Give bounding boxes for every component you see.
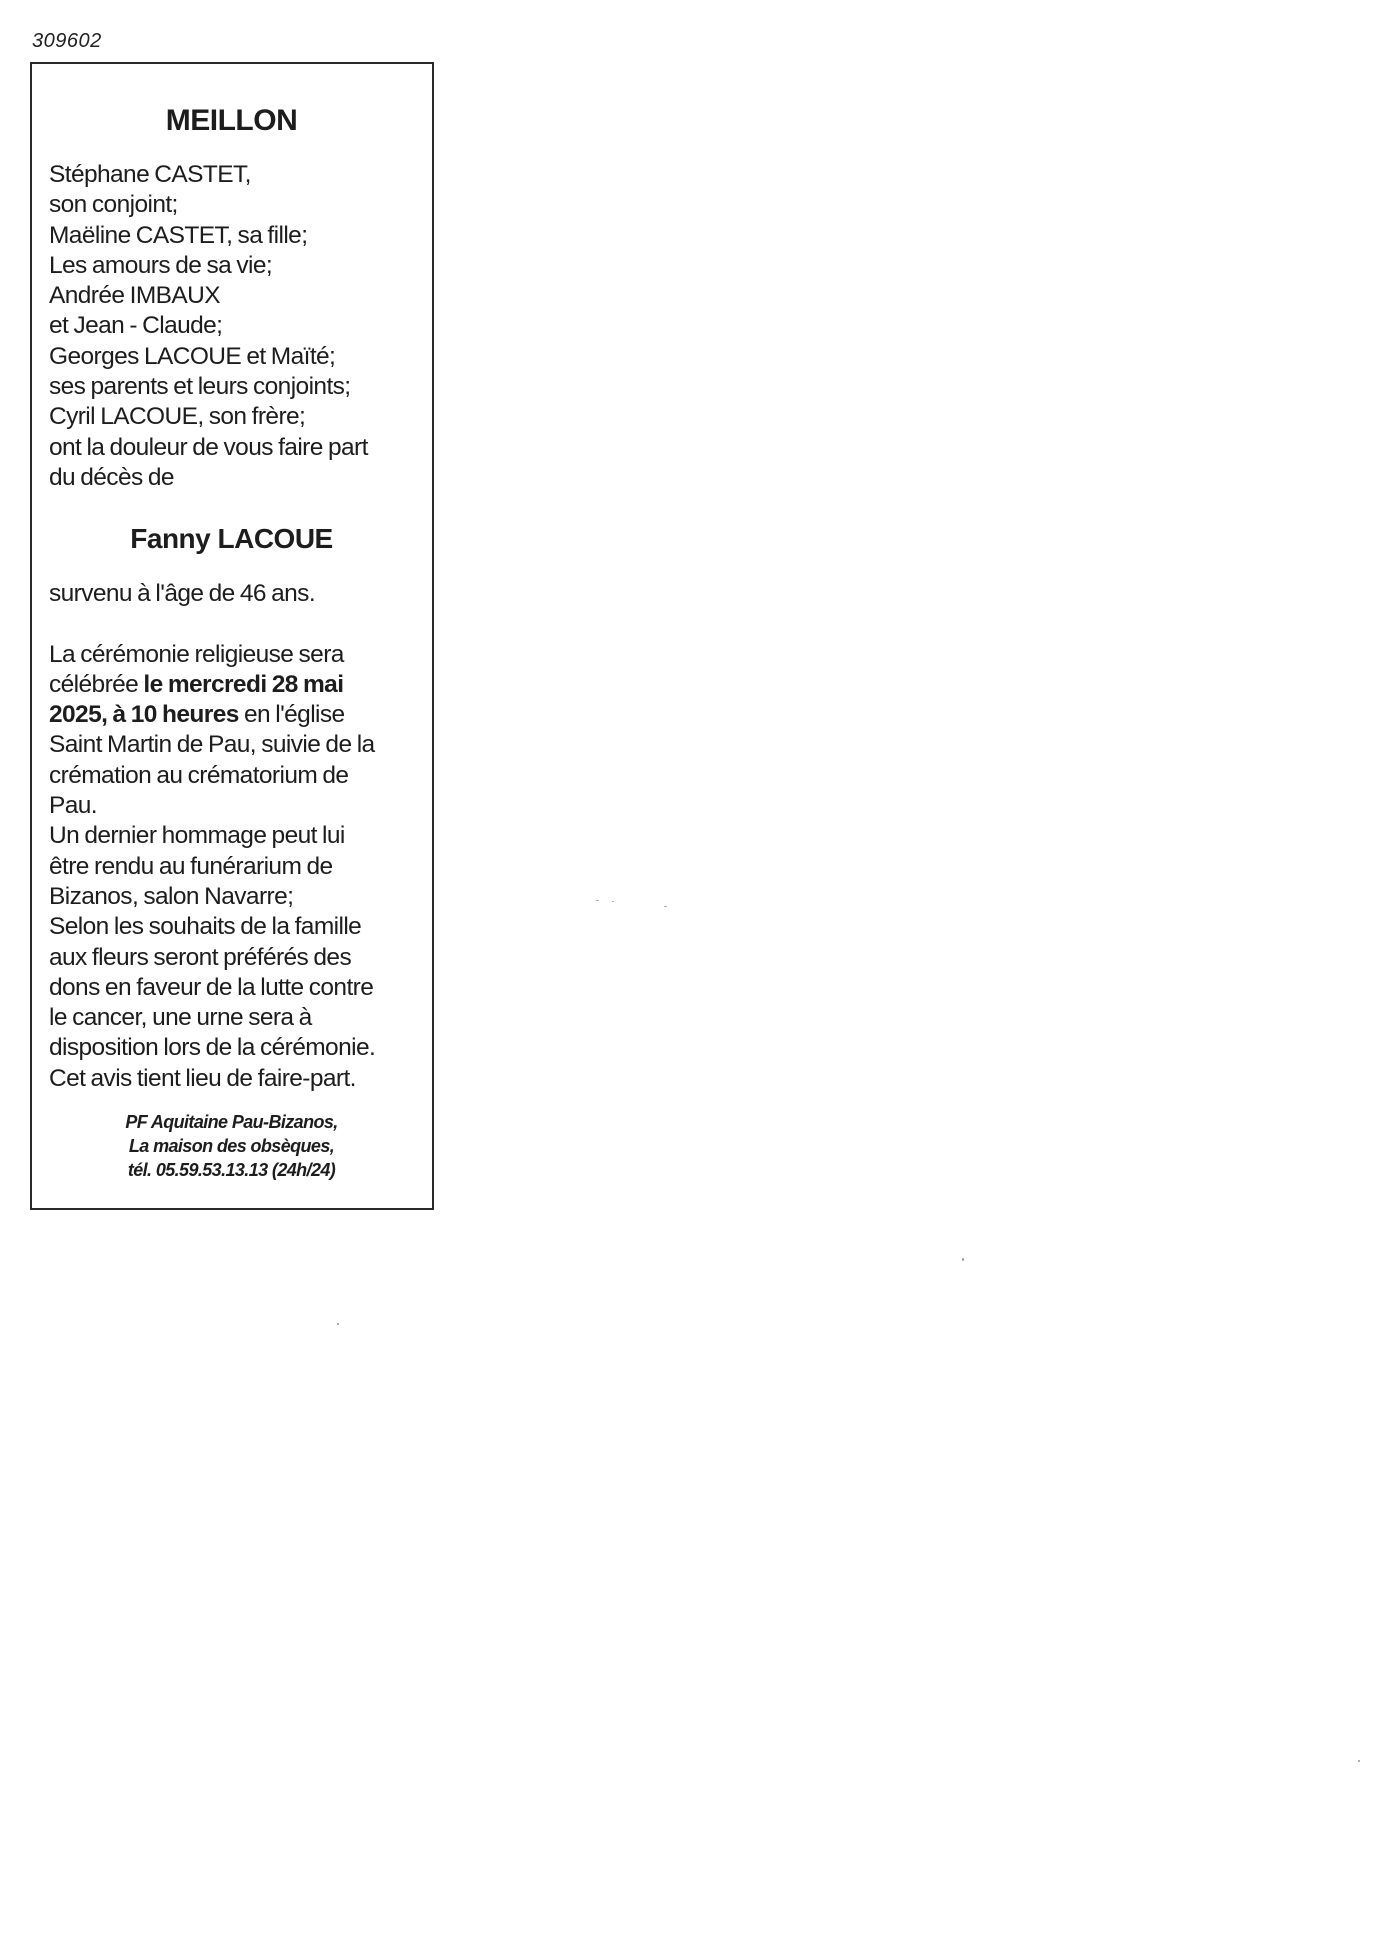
scan-speck (596, 900, 599, 901)
ceremony-line: Selon les souhaits de la famille (49, 913, 362, 941)
ceremony-line: disposition lors de la cérémonie. (49, 1034, 376, 1062)
ceremony-time: 2025, à 10 heures (49, 701, 239, 729)
signature-line: tél. 05.59.53.13.13 (24h/24) (127, 1160, 336, 1181)
ceremony-line: dons en faveur de la lutte contre (49, 973, 374, 1001)
town-title: MEILLON (165, 104, 298, 137)
signature-line: PF Aquitaine Pau-Bizanos, (125, 1112, 338, 1133)
family-line: Georges LACOUE et Maïté; (49, 342, 336, 370)
family-line: ses parents et leurs conjoints; (49, 373, 351, 401)
family-announcement (49, 160, 414, 493)
ceremony-line: Pau. (49, 792, 97, 820)
ceremony-line: Un dernier hommage peut lui (49, 822, 345, 850)
family-line: Cyril LACOUE, son frère; (49, 403, 306, 431)
ceremony-line: le cancer, une urne sera à (49, 1004, 312, 1032)
family-line: Maëline CASTET, sa fille; (49, 221, 308, 249)
family-line: du décès de (49, 463, 174, 491)
scan-speck (664, 906, 667, 907)
ceremony-line: Saint Martin de Pau, suivie de la (49, 731, 375, 759)
family-line: et Jean - Claude; (49, 312, 223, 340)
ceremony-details (49, 640, 414, 1094)
ceremony-line: crémation au crématorium de (49, 761, 349, 789)
ceremony-text: célébrée (49, 670, 144, 698)
family-line: Andrée IMBAUX (49, 282, 220, 310)
family-line: son conjoint; (49, 191, 178, 219)
age-line: survenu à l'âge de 46 ans. (49, 580, 316, 608)
ceremony-line: Bizanos, salon Navarre; (49, 882, 294, 910)
ceremony-line: aux fleurs seront préférés des (49, 943, 352, 971)
family-line: Les amours de sa vie; (49, 251, 273, 279)
ceremony-line (49, 700, 414, 730)
signature-line: La maison des obsèques, (128, 1136, 335, 1157)
deceased-name: Fanny LACOUE (130, 523, 333, 555)
ceremony-line: être rendu au funérarium de (49, 852, 333, 880)
scan-speck (612, 901, 614, 902)
ceremony-date: le mercredi 28 mai (143, 670, 344, 698)
scan-speck (962, 1258, 964, 1261)
reference-number: 309602 (32, 30, 102, 52)
ceremony-text: en l'église (238, 701, 345, 729)
scan-speck (1358, 1760, 1360, 1762)
ceremony-line: La cérémonie religieuse sera (49, 640, 344, 668)
scan-speck (337, 1323, 339, 1325)
family-line: ont la douleur de vous faire part (49, 433, 368, 461)
ceremony-line (49, 670, 414, 700)
ceremony-line: Cet avis tient lieu de faire-part. (49, 1064, 356, 1092)
obituary-notice (30, 62, 434, 1210)
family-line: Stéphane CASTET, (49, 161, 251, 188)
funeral-home-signature (49, 1110, 414, 1182)
